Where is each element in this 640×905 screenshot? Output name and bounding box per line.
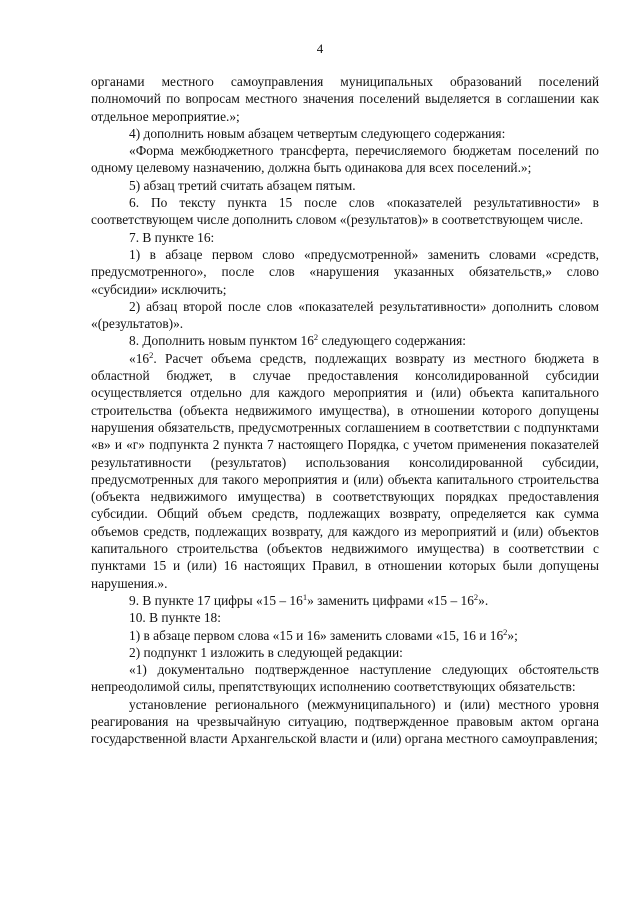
paragraph-force-majeure: «1) документально подтвержденное наступление следующих обстоятельств непреодолимой силы, препятствующих исполнению соответствующих обязательств: — [91, 662, 599, 695]
paragraph-point-8: 8. Дополнить новым пунктом $16^2$ следующего содержания: — [129, 332, 466, 349]
paragraph-point-10-sub-1: 1) в абзаце первом слова «15 и 16» заменить словами «15, 16 и $16^2$»; — [129, 626, 518, 643]
page-number: 4 — [316, 41, 324, 56]
paragraph-quoted-form: «Форма межбюджетного трансферта, перечисляемого бюджетам поселений по одному целевому назначению, должна быть одинакова для всех поселений.»; — [91, 143, 599, 176]
paragraph-point-6: 6. По тексту пункта 15 после слов «показателей результативности» в соответствующем числе дополнить словом «(результатов)» в соответствующем числе. — [91, 195, 599, 228]
paragraph-point-7-sub-1: 1) в абзаце первом слово «предусмотренной» заменить словами «средств, предусмотренного», после слов «нарушения указанных обязательств,» слово «субсидии» исключить; — [91, 246, 599, 297]
paragraph-point-10: 10. В пункте 18: — [129, 610, 221, 626]
paragraph-point-7-sub-2: 2) абзац второй после слов «показателей результативности» дополнить словом «(результатов)». — [91, 298, 599, 332]
document-body — [91, 73, 599, 748]
paragraph-point-16-2-text: «$16^2$. Расчет объема средств, подлежащих возврату из местного бюджета в областной бюджет, в случае предоставления консолидированной субсидии осуществляется отдельно для каждого мероприятия и (или) объекта капитального строительства (объекта недвижимого имущества), в отношении которого допущены нарушения обязательств, предусмотренных соглашением в соответствии с подпунктами «в» и «г» подпункта 2 пункта 7 настоящего Порядка, с учетом применения показателей результативности (результатов) использования консолидированной субсидии, предусмотренных для такого мероприятия и (или) объекта капитального строительства (объекта недвижимого имущества) в соответствующих порядках предоставления субсидии. Общий объем средств, подлежащих возврату, определяется как сумма объемов средств, подлежащих возврату, для каждого из мероприятий и (или) объектов капитального строительства (объектов недвижимого имущества) в соответствии с пунктами 15 и (или) 16 настоящих Правил, в отношении которых были допущены нарушения.». — [91, 349, 599, 591]
paragraph-point-7: 7. В пункте 16: — [129, 229, 215, 245]
paragraph-point-9: 9. В пункте 17 цифры «$15 - 16^1$» заменить цифрами «$15 - 16^2$». — [129, 591, 489, 608]
paragraph-point-10-sub-2: 2) подпункт 1 изложить в следующей редакции: — [129, 644, 403, 660]
paragraph-item-5: 5) абзац третий считать абзацем пятым. — [129, 177, 356, 193]
paragraph-continuation: органами местного самоуправления муниципальных образований поселений полномочий по вопросам местного значения поселений выделяется в соглашении как отдельное мероприятие.»; — [91, 74, 599, 124]
paragraph-emergency-level: установление регионального (межмуниципального) и (или) местного уровня реагирования на чрезвычайную ситуацию, подтвержденное правовым актом органа государственной власти Архангельской власти и (или) органа местного самоуправления; — [91, 696, 599, 747]
paragraph-item-4: 4) дополнить новым абзацем четвертым следующего содержания: — [129, 125, 506, 141]
